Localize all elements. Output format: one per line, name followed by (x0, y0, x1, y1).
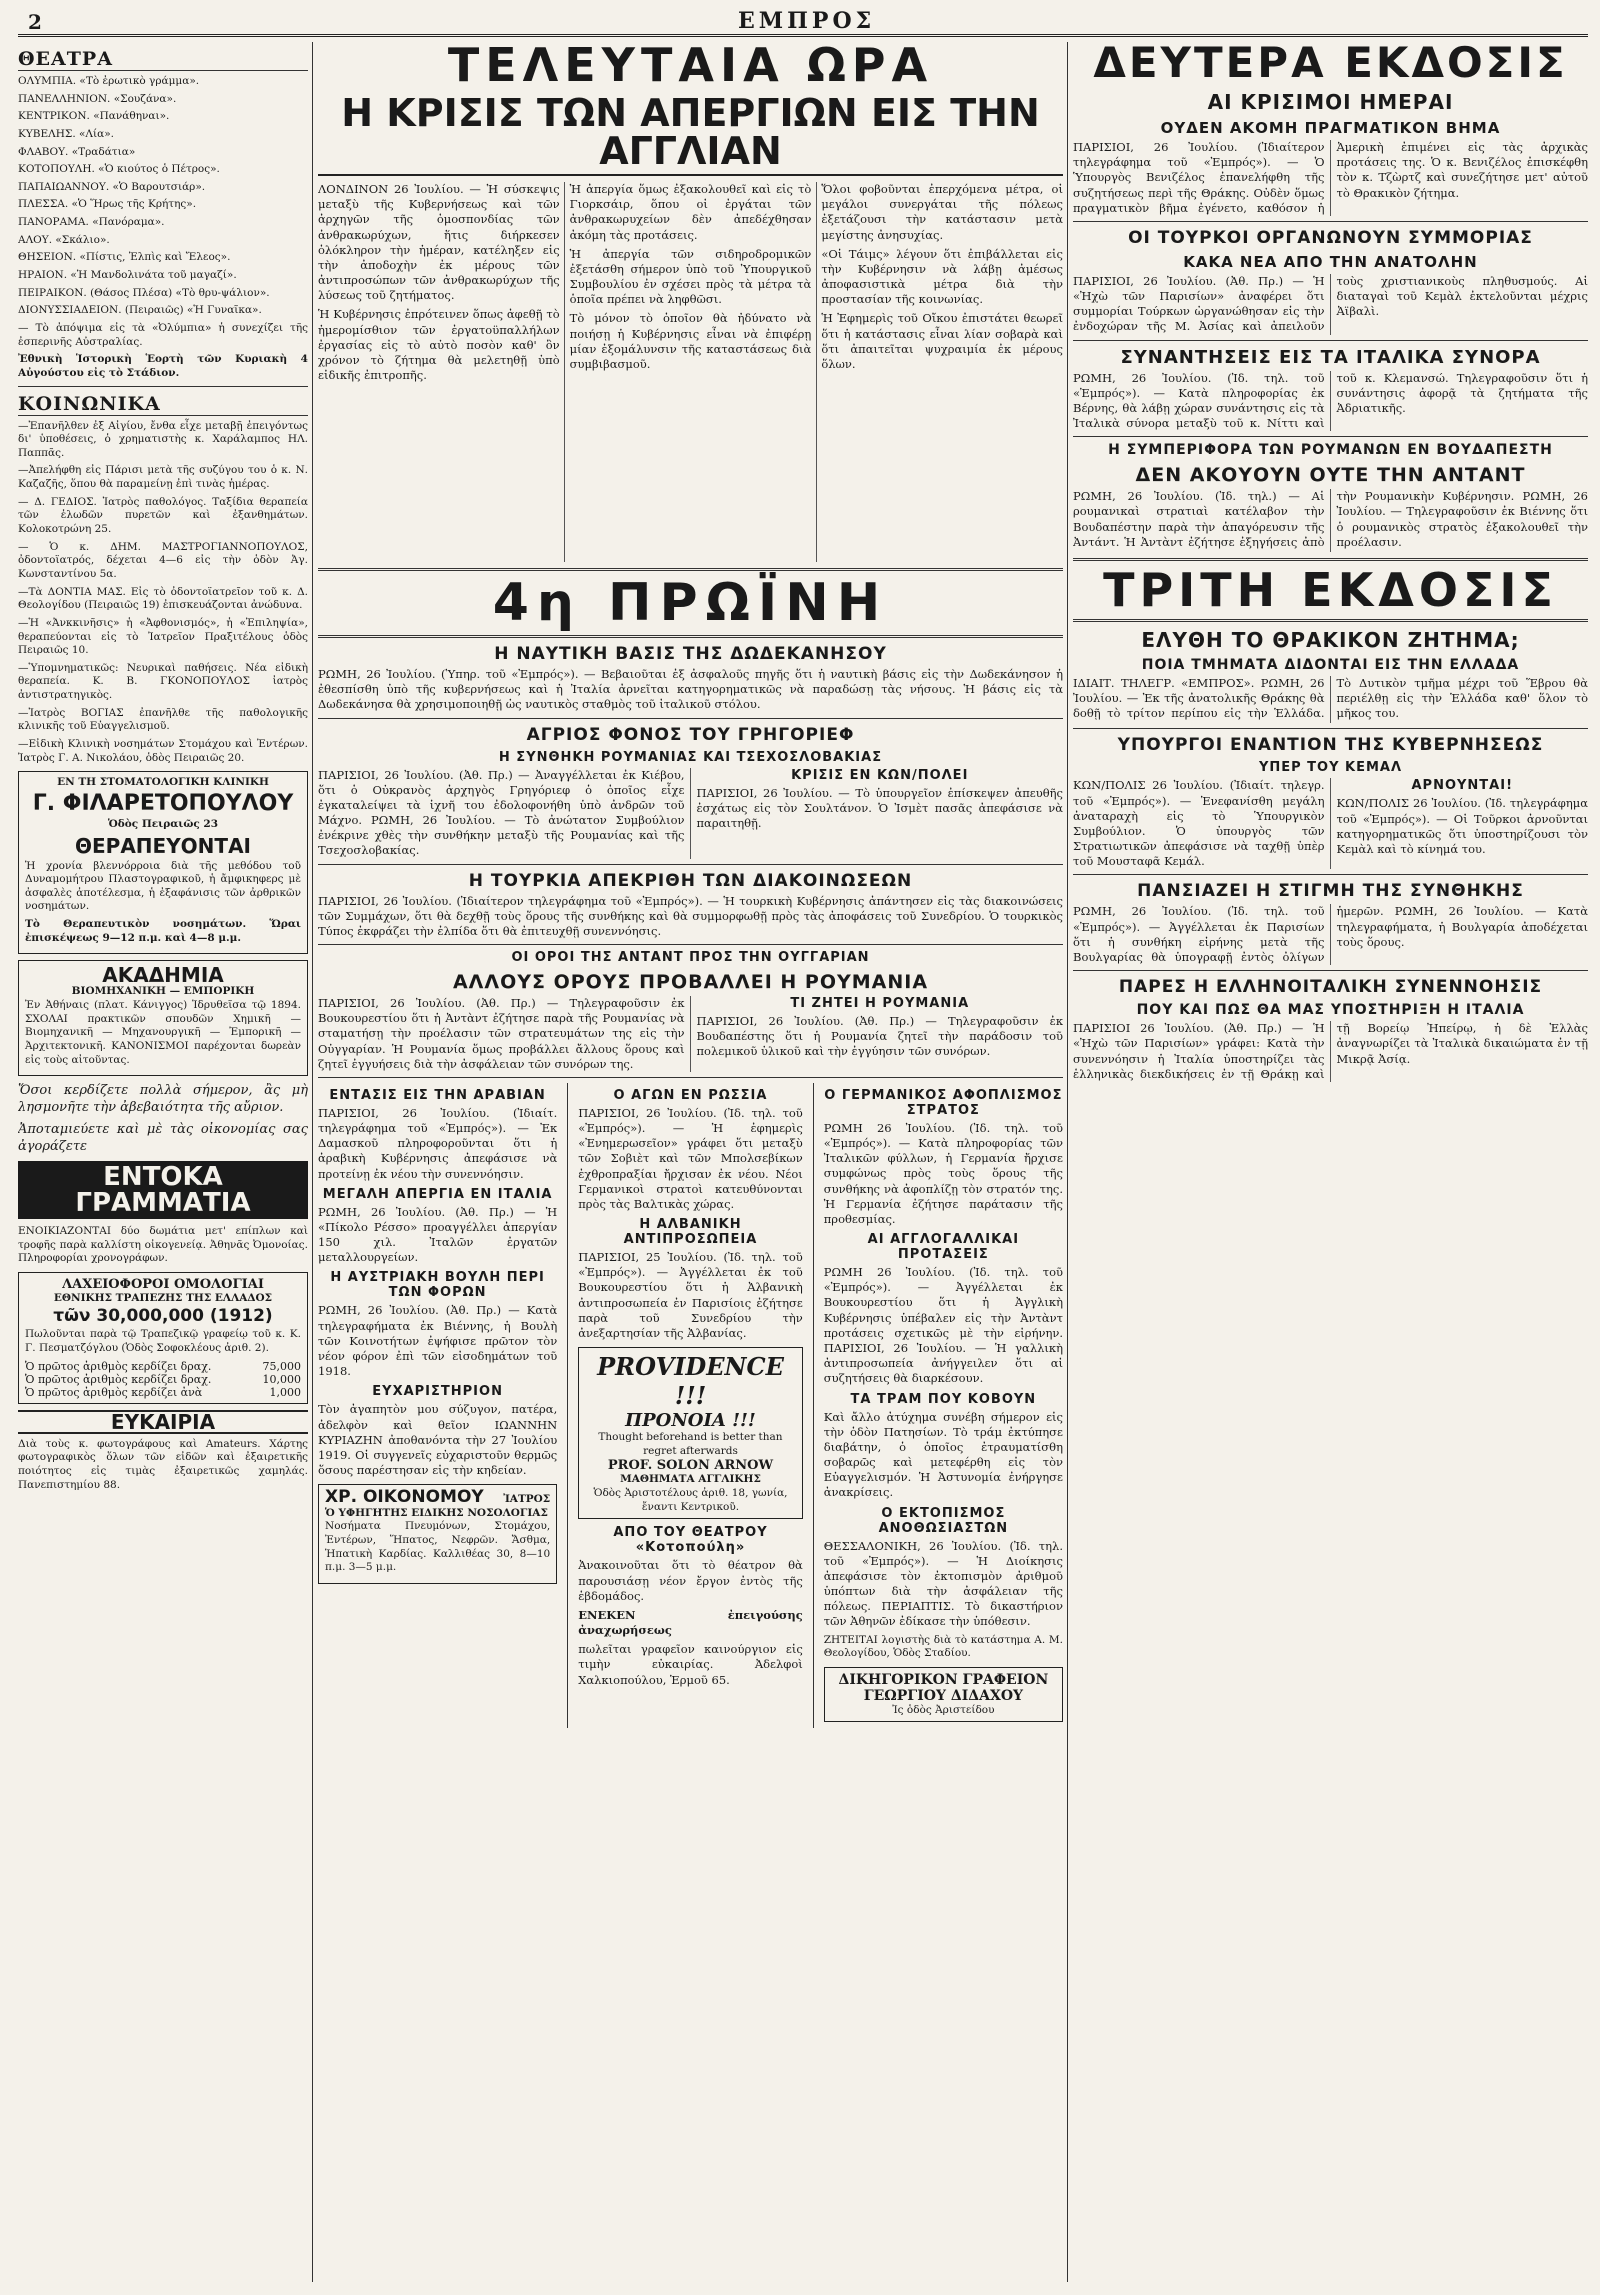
italian-text: ΡΩΜΗ, 26 Ἰουλίου. (Ἰδ. τηλ. τοῦ «Ἐμπρός»). — Κατὰ πληροφορίας ἐκ Βέρνης, θὰ λάβῃ χώραν συνάντησις εἰς τὰ Ἰταλικὰ σύνορα μεταξὺ τοῦ κ. Νίττι καὶ τοῦ κ. Κλεμανσώ. Τηλεγραφοῦσιν ὅτι ἡ συνάντησις ἀφορᾷ τὰ ζητήματα τῆς Ἀδριατικῆς. (1073, 370, 1588, 431)
prize-amount: 10,000 (262, 1372, 301, 1386)
ministers-block (1073, 778, 1588, 869)
doctor-ad (318, 1484, 557, 1584)
crit-block (1073, 140, 1588, 216)
doctor-title: ἸΑΤΡΟΣ (503, 1493, 551, 1506)
list-item: Ἡ ἀπεργία ὅμως ἐξακολουθεῖ καὶ εἰς τὸ Γιορκσάιρ, ὅπου οἱ ἐργάται τῶν ἀνθρακωρυχείων δὲν ἀπεδέχθησαν ἀκόμη τὰς προτάσεις. (569, 182, 812, 242)
second-edition-banner: ΔΕΥΤΕΡΑ ΕΚΔΟΣΙΣ (1093, 42, 1568, 87)
dodecanese-title: Η ΝΑΥΤΙΚΗ ΒΑΣΙΣ ΤΗΣ ΔΩΔΕΚΑΝΗΣΟΥ (494, 644, 887, 664)
list-item: — Ὁ κ. ΔΗΜ. ΜΑΣΤΡΟΓΙΑΝΝΟΠΟΥΛΟΣ, ὀδοντοϊατρός, δέχεται 4—6 εἰς τὴν ὁδὸν Ἀγ. Κωνσταντίνου 5α. (18, 540, 308, 580)
attack-text: ΡΩΜΗ 26 Ἰουλίου. (Ἰδ. τηλ. τοῦ «Ἐμπρός»). — Ἀγγέλλεται ἐκ Βουκουρεστίου ὅτι ἡ Ἀγγλικὴ Κυβέρνησις ὑπέβαλεν εἰς τὴν Ἀντὰντ προτάσεις σχετικῶς μὲ τὴν εἰρήνην. ΠΑΡΙΣΙΟΙ, 26 Ἰουλίου. — Ἡ γαλλικὴ ἀντιπροσωπεία ἀνήγγειλεν ὅτι αἱ συζητήσεις θὰ διαρκέσουν. (823, 1265, 1063, 1386)
prize-label: Ὁ πρῶτος ἀριθμὸς κερδίζει δραχ. (25, 1359, 212, 1373)
conditions-title: ΟΙ ΟΡΟΙ ΤΗΣ ΑΝΤΑΝΤ ΠΡΟΣ ΤΗΝ ΟΥΓΓΑΡΙΑΝ (511, 950, 870, 966)
russia-title: Ο ΑΓΩΝ ΕΝ ΡΩΣΣΙΑ (613, 1087, 768, 1103)
list-item: —Ἐπανῆλθεν ἐξ Αἰγίου, ἔνθα εἶχε μεταβῇ ἐπειγόντως δι' ὑποθέσεις, ὁ χρηματιστὴς κ. Χαράλαμπος ΗΛ. Παππᾶς. (18, 419, 308, 459)
list-item: ΠΕΙΡΑΙΚΟΝ. (Θάσος Πλέσα) «Τὸ θρυ-ψάλιον». (18, 286, 270, 299)
column-rule (312, 42, 313, 2282)
accord-block (1073, 1021, 1588, 1082)
opportunity-text: Διὰ τοὺς κ. φωτογράφους καὶ Amateurs. Χάρτης φωτογραφικὸς ὅλων τῶν εἰδῶν καὶ ἐξαιρετικῆς ποιότητος εἰς τιμὰς ἐξαιρετικῶς χαμηλάς. Πανεπιστημίου 88. (18, 1437, 308, 1491)
wants-title: ΤΙ ΖΗΤΕΙ Η ΡΟΥΜΑΝΙΑ (790, 996, 970, 1012)
germans-title: Ο ΓΕΡΜΑΝΙΚΟΣ ΑΦΟΠΛΙΣΜΟΣ ΣΤΡΑΤΟΣ (824, 1087, 1063, 1118)
italian-title: ΣΥΝΑΝΤΗΣΕΙΣ ΕΙΣ ΤΑ ΙΤΑΛΙΚΑ ΣΥΝΟΡΑ (1120, 346, 1541, 368)
third-edition-banner: ΤΡΙΤΗ ΕΚΔΟΣΙΣ (1103, 562, 1558, 617)
right-column (1073, 42, 1588, 1082)
lawsuit-text: πωλεῖται γραφεῖον καινούργιον εἰς τιμὴν εὐκαιρίας. Ἀδελφοὶ Χαλκιοπούλου, Ἑρμοῦ 65. (578, 1642, 803, 1687)
providence-school: ΜΑΘΗΜΑΤΑ ΑΓΓΛΙΚΗΣ (620, 1473, 761, 1486)
accord-title: ΠΑΡΕΣ Η ΕΛΛΗΝΟΙΤΑΛΙΚΗ ΣΥΝΕΝΝΟΗΣΙΣ (1118, 977, 1543, 998)
clinic-foot: Τὸ Θεραπευτικὸν νοσημάτων. Ὥραι ἐπισκέψεως 9—12 π.μ. καὶ 4—8 μ.μ. (25, 918, 301, 944)
prize-amount: 75,000 (262, 1359, 301, 1373)
table-row (25, 1360, 301, 1373)
albania-text: ΠΑΡΙΣΙΟΙ, 25 Ἰουλίου. (Ἰδ. τηλ. τοῦ «Ἐμπρός»). — Ἀγγέλλεται ἐκ τοῦ Βουκουρεστίου ὅτι ἡ Ἀλβανικὴ ἀντιπροσωπεία ἐν Παρισίοις ἐζήτησε παρὰ τοῦ Συνεδρίου τὴν ἀνεξαρτησίαν τῆς Ἀλβανίας. (578, 1250, 803, 1340)
table-row (25, 1373, 301, 1386)
accord-sub: ΠΟΥ ΚΑΙ ΠΩΣ ΘΑ ΜΑΣ ΥΠΟΣΤΗΡΙΞΗ Η ΙΤΑΛΙΑ (1136, 1002, 1525, 1019)
turks-block (1073, 274, 1588, 335)
newspaper-page (18, 8, 1588, 2286)
list-item: ΠΑΝΕΛΛΗΝΙΟΝ. «Σουζάνα». (18, 92, 177, 105)
treaty-title: Η ΣΥΝΘΗΚΗ ΡΟΥΜΑΝΙΑΣ ΚΑΙ ΤΣΕΧΟΣΛΟΒΑΚΙΑΣ (498, 749, 883, 765)
divider (567, 1083, 568, 1729)
turks-sub: ΚΑΚΑ ΝΕΑ ΑΠΟ ΤΗΝ ΑΝΑΤΟΛΗΝ (1183, 252, 1478, 271)
budapest-title: Η ΣΥΜΠΕΡΙΦΟΡΑ ΤΩΝ ΡΟΥΜΑΝΩΝ ΕΝ ΒΟΥΔΑΠΕΣΤΗ (1108, 442, 1553, 459)
austria-title: Η ΑΥΣΤΡΙΑΚΗ ΒΟΥΛΗ ΠΕΡΙ ΤΩΝ ΦΟΡΩΝ (330, 1270, 545, 1301)
ministers-sub: ΥΠΕΡ ΤΟΥ ΚΕΜΑΛ (1258, 760, 1403, 776)
escape-text: ΘΕΣΣΑΛΟΝΙΚΗ, 26 Ἰουλίου. (Ἰδ. τηλ. τοῦ «Ἐμπρός»). — Ἡ Διοίκησις ἀπεφάσισε τὸν ἐκτοπισμὸν ἀριθμοῦ ὑπόπτων διὰ τὴν ἀσφάλειαν τῆς πόλεως. ΠΕΡΙΑΠΤΙΣ. Τὸ δικαστήριον τῶν Ἀθηνῶν ἐδίκασε τὴν ὑπόθεσιν. (823, 1538, 1063, 1629)
murder-title: ΑΓΡΙΟΣ ΦΟΝΟΣ ΤΟΥ ΓΡΗΓΟΡΙΕΦ (526, 724, 855, 745)
list-item: ΠΛΕΣΣΑ. «Ὁ Ἥρως τῆς Κρήτης». (18, 198, 197, 211)
providence-address: Ὁδὸς Ἀριστοτέλους ἀριθ. 18, γωνία, ἔναντι Κεντρικοῦ. (593, 1487, 788, 1513)
clinic-name: Γ. ΦΙΛΑΡΕΤΟΠΟΥΛΟΥ (32, 790, 294, 816)
lottery-amount: τῶν 30,000,000 (1912) (53, 1306, 273, 1327)
lottery-sub: ΕΘΝΙΚΗΣ ΤΡΑΠΕΖΗΣ ΤΗΣ ΕΛΛΑΔΟΣ (53, 1291, 273, 1304)
italy-strike-title: ΜΕΓΑΛΗ ΑΠΕΡΓΙΑ ΕΝ ΙΤΑΛΙΑ (322, 1186, 553, 1202)
lottery-ad (18, 1272, 308, 1404)
doctor-text: Νοσήματα Πνευμόνων, Στομάχου, Ἐντέρων, Ἥπατος, Νεφρῶν. Ἄσθμα, Ἡπατικὴ Καρδίας. Καλλιθέας 30, 8—10 π.μ. 3—5 μ.μ. (325, 1520, 551, 1574)
list-item: ΚΟΤΟΠΟΥΛΗ. «Ὁ κιούτος ὁ Πέτρος». (18, 163, 220, 176)
list-item: ΚΥΒΕΛΗΣ. «Λία». (18, 127, 114, 140)
pause-block (1073, 904, 1588, 965)
last-hour-banner: ΤΕΛΕΥΤΑΙΑ ΩΡΑ (447, 42, 934, 92)
lottery-text: Πωλοῦνται παρὰ τῷ Τραπεζικῷ γραφείῳ τοῦ κ. Κ. Γ. Πεσματζόγλου (Ὁδὸς Σοφοκλέους ἀριθ. 2). (25, 1328, 301, 1355)
lower-center-col2 (578, 1083, 803, 1729)
academy-text: Ἐν Ἀθήναις (πλατ. Κάνιγγος) Ἱδρυθεῖσα τῷ 1894. ΣΧΟΛΑΙ πρακτικῶν σπουδῶν Χημικῆ — Βιομηχανικῆ — Μηχανουργικῆ — Ἐμπορικῆ — Ἀρχιτεκτονικῆ. ΚΑΝΟΝΙΣΜΟΙ παρέχονται δωρεὰν εἰς τοὺς αἰτοῦντας. (25, 999, 301, 1066)
list-item: ΦΛΑΒΟΥ. «Τραδάτια» (18, 145, 136, 158)
russia-text: ΠΑΡΙΣΙΟΙ, 26 Ἰουλίου. (Ἰδ. τηλ. τοῦ «Ἐμπρός»). — Ἡ ἐφημερὶς «Ἐνημερωσεῖον» γράφει ὅτι μεταξὺ τῶν Σοβιὲτ καὶ τῶν Μπολσεβίκων ἐχθροπραξίαι ἤρχισαν ἐκ νέου. Νέοι Γερμανικοὶ στρατοὶ κατευθύνονται πρὸς τὰς Βαλτικὰς χώρας. (578, 1105, 803, 1211)
law-office-heading: ΔΙΚΗΓΟΡΙΚΟΝ ΓΡΑΦΕΙΟΝ (838, 1671, 1049, 1688)
budapest-block (1073, 489, 1588, 552)
rumania-title: ΑΛΛΟΥΣ ΟΡΟΥΣ ΠΡΟΒΑΛΛΕΙ Η ΡΟΥΜΑΝΙΑ (452, 971, 929, 994)
center-column (318, 42, 1063, 1728)
crit-title: ΑΙ ΚΡΙΣΙΜΟΙ ΗΜΕΡΑΙ (1207, 90, 1454, 114)
providence-name: PROF. SOLON ARNOW (607, 1458, 774, 1474)
table-row (25, 1386, 301, 1399)
providence-greek: ΠΡΟΝΟΙΑ !!! (625, 1410, 756, 1432)
list-item: ΗΡΑΙΟΝ. «Ἡ Μανδολινάτα τοῦ μαγαζί». (18, 269, 237, 282)
page-number: 2 (28, 10, 42, 34)
list-item: Τὸ μόνον τὸ ὁποῖον θὰ ἠδύνατο νὰ ποιήσῃ ἡ Κυβέρνησις εἶναι νὰ ἐπιφέρῃ μίαν ἐξομάλυνσιν τῆς καταστάσεως διὰ συμβιβασμοῦ. (569, 311, 812, 371)
list-item: —Εἰδικὴ Κλινικὴ νοσημάτων Στομάχου καὶ Ἐντέρων. Ἰατρὸς Γ. Α. Νικολάου, ὁδὸς Πειραιῶς 20. (18, 737, 308, 764)
buy-text: Ἀποταμιεύετε καὶ μὲ τὰς οἰκονομίας σας ἀγοράζετε (18, 1121, 308, 1154)
lead-article (318, 182, 1063, 562)
providence-text: Thought beforehand is better than regret afterwards (598, 1431, 783, 1457)
italian-block (1073, 371, 1588, 432)
turkey-title: Η ΤΟΥΡΚΙΑ ΑΠΕΚΡΙΘΗ ΤΩΝ ΔΙΑΚΟΙΝΩΣΕΩΝ (468, 870, 913, 891)
list-item: —Ἀπελήφθη εἰς Πάρισι μετὰ τῆς συζύγου του ὁ κ. Ν. Καζαζῆς, ὅπου θὰ παραμείνῃ ἐπὶ τινὰς ἡμέρας. (18, 464, 308, 491)
providence-ad (578, 1347, 803, 1519)
turks-title: ΟΙ ΤΟΥΡΚΟΙ ΟΡΓΑΝΩΝΟΥΝ ΣΥΜΜΟΡΙΑΣ (1128, 227, 1533, 248)
list-item: Ὅλοι φοβοῦνται ἐπερχόμενα μέτρα, οἱ μεγάλοι συνεργάται τῆς πόλεως ἐξετάζουσι τὴν κατάστασιν μετὰ μεγίστης ἀνησυχίας. (821, 182, 1063, 242)
lower-center-col1 (318, 1083, 557, 1729)
thrace-sub: ΠΟΙΑ ΤΜΗΜΑΤΑ ΔΙΔΟΝΤΑΙ ΕΙΣ ΤΗΝ ΕΛΛΑΔΑ (1141, 656, 1520, 673)
list-item: ΘΗΣΕΙΟΝ. «Πίστις, Ἐλπὶς καὶ Ἔλεος». (18, 251, 231, 264)
theatre-ad-text: Ἀνακοινοῦται ὅτι τὸ θέατρον θὰ παρουσιάσῃ νέον ἔργον ἐντὸς τῆς ἑβδομάδος. (578, 1558, 803, 1603)
italy-strike-text: ΡΩΜΗ, 26 Ἰουλίου. (Ἀθ. Πρ.) — Ἡ «Πίκολο Ρέσσο» προαγγέλλει ἀπεργίαν 150 χιλ. Ἰταλῶν ἐργατῶν μεταλλουργείων. (318, 1204, 558, 1265)
social-list (18, 420, 308, 766)
list-item: —Ἰατρὸς ΒΟΓΙΑΣ ἐπανῆλθε τῆς παθολογικῆς κλινικῆς τοῦ Εὐαγγελισμοῦ. (18, 706, 308, 733)
fourth-edition-banner: 4η ΠΡΩΪΝΗ (492, 573, 889, 633)
crisis-text: ΠΑΡΙΣΙΟΙ, 26 Ἰουλίου. — Τὸ ὑπουργεῖον ἐπίσκεψεν ἀπευθῆς ἐσχάτως εἰς τὸν Σουλτάνον. Ὁ Ἰσμὲτ πασᾶς ἀπεφάσισε νὰ παραιτηθῇ. (696, 785, 1063, 830)
turks-text: ΠΑΡΙΣΙΟΙ, 26 Ἰουλίου. (Ἀθ. Πρ.) — Ἡ «Ἠχὼ τῶν Παρισίων» ἀναφέρει ὅτι συμμορίαι Τούρκων ὠργανώθησαν εἰς τὴν ἐνδοχώραν τῆς Μ. Ἀσίας καὶ ἀπειλοῦν τοὺς χριστιανικοὺς πληθυσμούς. Αἱ διαταγαὶ τοῦ Κεμὰλ ἐκτελοῦνται μέχρις Ἀϊβαλὶ. (1073, 273, 1588, 334)
turkey-text: ΠΑΡΙΣΙΟΙ, 26 Ἰουλίου. (Ἰδιαίτερον τηλεγράφημα τοῦ «Ἐμπρός»). — Ἡ τουρκικὴ Κυβέρνησις ἀπάντησεν εἰς τὰς διακοινώσεις τῶν Συμμάχων, ὅτι θὰ δεχθῇ τοὺς ὅρους τῆς συνθήκης καὶ θὰ συμμορφωθῇ πρὸς τὰς ἀποφάσεις τοῦ Συνεδρίου. Ὁ τουρκικὸς Τύπος ἐκφράζει τὴν ἐλπίδα ὅτι θὰ ἐπιτευχθῇ συνεννόησις. (318, 893, 1063, 938)
academy-ad (18, 960, 308, 1076)
masthead (18, 8, 1588, 37)
doctor-name: ΧΡ. ΟΙΚΟΝΟΜΟΥ (325, 1487, 484, 1508)
thrace-title: ΕΛΥΘΗ ΤΟ ΘΡΑΚΙΚΟΝ ΖΗΤΗΜΑ; (1141, 627, 1520, 652)
law-office-address: Ἰς ὁδὸς Ἀριστείδου (892, 1703, 995, 1716)
rent-text: ΕΝΟΙΚΙΑΖΟΝΤΑΙ δύο δωμάτια μετ' επίπλων καὶ τροφῆς παρὰ καλλίστη οἰκογενείᾳ. Ἀθηνᾶς Ὀμονοίας. Πληροφορίαι χρονογράφων. (18, 1224, 308, 1265)
lower-center-col3 (824, 1083, 1063, 1729)
rumania-text: ΠΑΡΙΣΙΟΙ, 26 Ἰουλίου. (Ἀθ. Πρ.) — Τηλεγραφοῦσιν ἐκ Βουκουρεστίου ὅτι ἡ Ἀντὰντ ἐζήτησε παρὰ τῆς Ρουμανίας νὰ σταματήσῃ τὴν προέλασιν τῶν στρατευμάτων της εἰς τὴν Οὐγγαρίαν. Ἡ Ρουμανία ὅμως προβάλλει ἄλλους ὅρους καὶ ζητεῖ ἐγγυήσεις διὰ τὴν ἀσφάλειαν τῶν συνόρων της. (318, 996, 685, 1071)
germans-text: ΡΩΜΗ 26 Ἰουλίου. (Ἰδ. τηλ. τοῦ «Ἐμπρός»). — Κατὰ πληροφορίας τῶν Ἰταλικῶν φύλλων, ἡ Γερμανία ἤρχισε συμφώνως πρὸς τοὺς ὅρους τῆς συνθήκης νὰ ἀφοπλίζῃ τὸν στρατόν της. Ἡ Γερμανία ἐζήτησε παράτασιν τῆς προθεσμίας. (823, 1120, 1063, 1226)
escape-title: Ο ΕΚΤΟΠΙΣΜΟΣ ΑΝΟΘΩΣΙΑΣΤΩΝ (878, 1505, 1009, 1536)
crit-sub: ΟΥΔΕΝ ΑΚΟΜΗ ΠΡΑΓΜΑΤΙΚΟΝ ΒΗΜΑ (1160, 119, 1501, 137)
clinic-heading: ΕΝ ΤΗ ΣΤΟΜΑΤΟΛΟΓΙΚΗ ΚΛΙΝΙΚΗ (57, 776, 269, 789)
deny-title: ΑΡΝΟΥΝΤΑΙ! (1411, 778, 1513, 794)
arabs-title: ΕΝΤΑΣΙΣ ΕΙΣ ΤΗΝ ΑΡΑΒΙΑΝ (329, 1087, 546, 1103)
pause-text: ΡΩΜΗ, 26 Ἰουλίου. (Ἰδ. τηλ. τοῦ «Ἐμπρός»). — Ἀγγέλλεται ἐκ Παρισίων ὅτι ἡ συνθήκη εἰρήνης μετὰ τῆς Βουλγαρίας θὰ ὑπογραφῇ ἐντὸς ὀλίγων ἡμερῶν. ΡΩΜΗ, 26 Ἰουλίου. — Κατὰ τηλεγραφήματα, ἡ Βουλγαρία ἀποδέχεται τοὺς ὅρους. (1073, 904, 1588, 964)
rumania-block (318, 996, 1063, 1072)
list-item: —Τὰ ΔΟΝΤΙΑ ΜΑΣ. Εἰς τὸ ὀδοντοϊατρεῖον τοῦ κ. Δ. Θεολογίδου (Πειραιῶς 19) ἐπισκευάζονται ἀνώδυνα. (18, 585, 308, 612)
tram-title: ΤΑ ΤΡΑΜ ΠΟΥ ΚΟΒΟΥΝ (850, 1391, 1037, 1407)
theatre-ad-heading: ΑΠΟ ΤΟΥ ΘΕΑΤΡΟΥ «Κοτοπούλη» (613, 1525, 768, 1556)
lottery-heading: ΛΑΧΕΙΟΦΟΡΟΙ ΟΜΟΛΟΓΙΑΙ (62, 1276, 264, 1292)
clinic-ad (18, 771, 308, 954)
list-item: ΔΙΟΝΥΣΣΙΑΔΕΙΟΝ. (Πειραιῶς) «Ἡ Γυναῖκα». (18, 304, 262, 317)
lawsuit-heading: ΕΝΕΚΕΝ ἐπειγούσης ἀναχωρήσεως (578, 1607, 803, 1638)
divider (813, 1083, 814, 1729)
prize-label: Ὁ πρῶτος ἀριθμὸς κερδίζει δραχ. (25, 1372, 212, 1386)
column-rule (1067, 42, 1068, 2282)
list-item: —Ἡ «Ἀνκκινῆσις» ἡ «Ἀφθονισμός», ἡ «Ἐπιληψία», θεραπεύονται εἰς τὸ Ἰατρεῖον Πραξιτέλους ὁδὸς Πειραιῶς 10. (18, 616, 308, 657)
list-item: ΑΛΟΥ. «Σκάλιο». (18, 233, 110, 246)
thrace-block (1073, 676, 1588, 724)
doctor-sub: Ὁ ΥΦΗΓΗΤΗΣ ΕΙΔΙΚΗΣ ΝΟΣΟΛΟΓΙΑΣ (325, 1506, 548, 1519)
dodecanese-text: ΡΩΜΗ, 26 Ἰουλίου. (Ὑπηρ. τοῦ «Ἐμπρός»). — Βεβαιοῦται ἐξ ἀσφαλοῦς πηγῆς ὅτι ἡ ναυτικὴ βάσις εἰς τὴν Δωδεκάνησον ἡ ἐθεσπίσθη ὑπὸ τῆς κυβερνήσεως καὶ ἡ Ἰταλία ἀρνεῖται κατηγορηματικῶς νὰ παραδώσῃ τὰς νήσους. Ἡ βάσις εἰς τὰ Δωδεκάνησα θὰ χρησιμοποιηθῇ ὡς ναυτικὸς σταθμὸς τοῦ ἰταλικοῦ στόλου. (318, 667, 1063, 712)
clinic-banner: ΘΕΡΑΠΕΥΟΝΤΑΙ (75, 833, 251, 858)
arabs-text: ΠΑΡΙΣΙΟΙ, 26 Ἰουλίου. (Ἰδιαίτ. τηλεγράφημα τοῦ «Ἐμπρός»). — Ἐκ Δαμασκοῦ πληροφοροῦνται ὅτι ἡ ἀραβικὴ Κυβέρνησις ἀπεφάσισε νὰ προτείνῃ ἐκ νέου τὴν συνεννόησιν. (318, 1105, 558, 1181)
prize-amount: 1,000 (269, 1385, 301, 1399)
accord-text: ΠΑΡΙΣΙΟΙ 26 Ἰουλίου. (Ἀθ. Πρ.) — Ἡ «Ἠχὼ τῶν Παρισίων» γράφει: Κατὰ τὴν συνεννόησιν ἡ Ἰταλία ὑποστηρίζει τὰς ἑλληνικὰς διεκδικήσεις ἐν τῇ Θράκῃ καὶ τῇ Βορείῳ Ἠπείρῳ, ἡ δὲ Ἑλλὰς ἀναγνωρίζει τὰ Ἰταλικὰ δικαιώματα ἐν τῇ Μικρᾷ Ἀσίᾳ. (1073, 1021, 1588, 1081)
list-item: Ἡ Ἐφημερὶς τοῦ Οἴκου ἐπιστάτει θεωρεῖ ὅτι ἡ κατάστασις εἶναι λίαν σοβαρὰ καὶ ὅτι ἀπαιτεῖται ψυχραιμία ἐκ μέρους ὅλων. (821, 311, 1063, 371)
academy-heading: ΑΚΑΔΗΜΙΑ (102, 963, 224, 988)
treaty-text: ΠΑΡΙΣΙΟΙ, 26 Ἰουλίου. (Ἀθ. Πρ.) — Ἀναγγέλλεται ἐκ Κιέβου, ὅτι ὁ Οὐκρανὸς ἀρχηγὸς Γρηγόριεφ ὁ ὁποῖος εἶχε ἐγκαταλείψει τὰ ἰχνῆ του ἐδολοφονήθη ὑπὸ ἀνδρῶν τοῦ Μάχνο. ΡΩΜΗ, 26 Ἰουλίου. — Τὸ ἀνώτατον Συμβούλιον ἐνέκρινε χθὲς τὴν συνθήκην μεταξὺ τῆς Ρουμανίας καὶ τῆς Τσεχοσλοβακίας. (318, 767, 685, 858)
clinic-address: Ὁδὸς Πειραιῶς 23 (107, 817, 219, 830)
law-office-name: ΓΕΩΡΓΙΟΥ ΔΙΔΑΧΟΥ (863, 1687, 1024, 1704)
clinic-text: Ἡ χρονία βλεννόρροια διὰ τῆς μεθόδου τοῦ Δυναμομήτρου Πλαστογραφικοῦ, ἡ ἄμφικηφερς μὲ ἀσφαλὲς ἀποτέλεσμα, ἡ ἐξαφάνισις τῶν ἀρθρικῶν νοσημάτων. (25, 859, 301, 913)
attack-title: ΑΙ ΑΓΓΛΟΓΑΛΛΙΚΑΙ ΠΡΟΤΑΣΕΙΣ (867, 1232, 1020, 1263)
crisis-title: ΚΡΙΣΙΣ ΕΝ ΚΩΝ/ΠΟΛΕΙ (791, 767, 969, 783)
list-item: Ἡ ἀπεργία τῶν σιδηροδρομικῶν ἐξετάσθη σήμερον ὑπὸ τοῦ Ὑπουργικοῦ Συμβουλίου ἐν σχέσει πρὸς τὰ μέτρα τὰ ὁποῖα πρέπει νὰ ληφθῶσι. (569, 246, 812, 307)
thanks-text: Τὸν ἀγαπητὸν μου σύζυγον, πατέρα, ἀδελφὸν καὶ θεῖον ΙΩΑΝΝΗΝ ΚΥΡΙΑΖΗΝ ἀποθανόντα τὴν 27 Ἰουλίου 1919. Οἱ συγγενεῖς εὐχαριστοῦν θερμῶς ὅσους παρέστησαν εἰς τὴν κηδείαν. (318, 1402, 558, 1478)
lower-center (318, 1083, 1063, 1729)
thanks-heading: ΕΥΧΑΡΙΣΤΗΡΙΟΝ (372, 1384, 503, 1400)
theatre-note: — Τὸ ἀπόψιμα εἰς τὰ «Ὀλύμπια» ἡ συνεχίζει τῆς ἐσπερινῆς Αὐστραλίας. (18, 321, 308, 348)
deny-text: ΚΩΝ/ΠΟΛΙΣ 26 Ἰουλίου. (Ἰδ. τηλεγράφημα τοῦ «Ἐμπρός»). — Οἱ Τοῦρκοι ἀρνοῦνται κατηγορηματικῶς ὅτι ὑποστηρίζουσι τὸν Κεμὰλ καὶ τὸ κίνημά του. (1336, 796, 1588, 856)
pause-title: ΠΑΝΣΙΑΖΕΙ Η ΣΤΙΓΜΗ ΤΗΣ ΣΥΝΘΗΚΗΣ (1137, 881, 1524, 902)
main-headline: Η ΚΡΙΣΙΣ ΤΩΝ ΑΠΕΡΓΙΩΝ ΕΙΣ ΤΗΝ ΑΓΓΛΙΑΝ (318, 94, 1063, 176)
ministers-title: ΥΠΟΥΡΓΟΙ ΕΝΑΝΤΙΟΝ ΤΗΣ ΚΥΒΕΡΝΗΣΕΩΣ (1117, 735, 1544, 756)
wants-text: ΠΑΡΙΣΙΟΙ, 26 Ἰουλίου. (Ἀθ. Πρ.) — Τηλεγραφοῦσιν ἐκ Βουδαπέστης ὅτι ἡ Ρουμανία ζητεῖ τὴν παράδοσιν τοῦ πολεμικοῦ ὑλικοῦ καὶ τὴν ἐγγύησιν τῶν συνόρων. (696, 1014, 1063, 1059)
search-ad: ΖΗΤΕΙΤΑΙ λογιστὴς διὰ τὸ κατάστημα Α. Μ. Θεολογίδου, Ὁδὸς Σταδίου. (823, 1633, 1063, 1660)
academy-sub: ΒΙΟΜΗΧΑΝΙΚΗ — ΕΜΠΟΡΙΚΗ (71, 985, 255, 998)
opportunity-heading: ΕΥΚΑΙΡΙΑ (18, 1410, 308, 1434)
list-item: ΚΕΝΤΡΙΚΟΝ. «Πανάθηναι». (18, 110, 170, 123)
paper-name: ΕΜΠΡΟΣ (738, 8, 876, 34)
list-item: —Ὑπομνηματικῶς: Νευρικαὶ παθήσεις. Νέα εἰδικὴ θεραπεία. Κ. Β. ΓΚΟΝΟΠΟΥΛΟΣ ἰατρὸς ἀντιστρατηγικὸς. (18, 661, 308, 702)
social-heading: ΚΟΙΝΩΝΙΚΑ (18, 393, 308, 416)
list-item: ΠΑΠΑΙΩΑΝΝΟΥ. «Ὁ Βαρουτσιάρ». (18, 180, 206, 193)
albania-title: Η ΑΛΒΑΝΙΚΗ ΑΝΤΙΠΡΟΣΩΠΕΙΑ (623, 1217, 758, 1248)
list-item: — Δ. ΓΕΔΙΟΣ. Ἰατρὸς παθολόγος. Ταξίδια θεραπεία τῶν ἑλωδῶν πυρετῶν καὶ ἐξανθημάτων. Κολοκοτρώνη 25. (18, 495, 308, 536)
left-column (18, 42, 308, 1496)
theatres-list (18, 75, 308, 318)
treaty-block (318, 768, 1063, 859)
list-item: ΛΟΝΔΙΝΟΝ 26 Ἰουλίου. — Ἡ σύσκεψις μεταξὺ τῆς Κυβερνήσεως καὶ τῶν ἀρχηγῶν τῆς ὁμοσπονδίας τῶν ἀνθρακωρύχων, ἥτις διήρκεσεν ὁλόκληρον τὴν ἡμέραν, κατέληξεν εἰς τὴν ἀποδοχὴν ἐκ μέρους τῶν ἀντιπροσώπων τῶν ἀνθρακωρύχων τῆς λύσεως τοῦ ζητήματος. (318, 182, 560, 303)
theatres-heading: ΘΕΑΤΡΑ (18, 48, 308, 71)
list-item: ΠΑΝΟΡΑΜΑ. «Πανόραμα». (18, 216, 165, 229)
austria-text: ΡΩΜΗ, 26 Ἰουλίου. (Ἀθ. Πρ.) — Κατὰ τηλεγραφήματα ἐκ Βιέννης, ἡ Βουλὴ τῶν Κοινοτήτων ἐψήφισε πρῶτον τὸν νέον φόρον ἐπὶ τῶν εἰσοδημάτων τοῦ 1918. (318, 1303, 558, 1379)
budapest-sub: ΔΕΝ ΑΚΟΥΟΥΝ ΟΥΤΕ ΤΗΝ ΑΝΤΑΝΤ (1135, 464, 1526, 487)
providence-heading: PROVIDENCE !!! (597, 1352, 784, 1411)
lottery-table (25, 1360, 301, 1399)
earn-text: Ὅσοι κερδίζετε πολλὰ σήμερον, ἂς μὴ λησμονῆτε τὴν ἀβεβαιότητα τῆς αὔριον. (18, 1083, 308, 1116)
tram-text: Καὶ ἄλλο ἀτύχημα συνέβη σήμερον εἰς τὴν ὁδὸν Πατησίων. Τὸ τράμ ἐκτύπησε διαβάτην, ὁ ὁποῖος ἐτραυματίσθη σοβαρῶς καὶ μετεφέρθη εἰς τὸν Εὐαγγελισμόν. Ἡ Ἀστυνομία ἐνήργησε ἀνακρίσεις. (823, 1409, 1063, 1500)
ministers-text: ΚΩΝ/ΠΟΛΙΣ 26 Ἰουλίου. (Ἰδιαίτ. τηλεγρ. τοῦ «Ἐμπρός»). — Ἐνεφανίσθη μεγάλη ἀναταραχὴ εἰς τὸ Ὑπουργικὸν Συμβούλιον. Ὁ ὑπουργὸς τῶν Στρατιωτικῶν ἀπεφάσισε νὰ ταχθῇ ὑπὲρ τοῦ Μουσταφᾶ Κεμάλ. (1073, 778, 1325, 869)
thrace-text: ΙΔΙΑΙΤ. ΤΗΛΕΓΡ. «ΕΜΠΡΟΣ». ΡΩΜΗ, 26 Ἰουλίου. — Ἐκ τῆς ἀνατολικῆς Θράκης θὰ δοθῇ τὸ τρίτον περίπου εἰς τὴν Ἑλλάδα. Τὸ Δυτικὸν τμῆμα μέχρι τοῦ Ἕβρου θὰ περιέλθῃ εἰς τὴν Ἑλλάδα καθ' ὅλον τὸ μῆκος του. (1073, 675, 1588, 721)
law-office-ad (824, 1667, 1063, 1723)
list-item: Ἡ Κυβέρνησις ἐπρότεινεν ὅπως ἀφεθῇ τὸ ἡμερομίσθιον τῶν ἐργατοϋπαλλήλων ἐργασίας εἰς τὸ αὐτὸ ποσὸν καθ' ὃν χρόνον τὸ ζήτημα θὰ μελετηθῇ ὑπὸ εἰδικῆς ἐπιτροπῆς. (318, 307, 560, 383)
list-item: ΟΛΥΜΠΙΑ. «Τὸ ἐρωτικὸ γράμμα». (18, 75, 200, 87)
prize-label: Ὁ πρῶτος ἀριθμὸς κερδίζει ἀνὰ (25, 1385, 203, 1399)
budapest-text: ΡΩΜΗ, 26 Ἰουλίου. (Ἰδ. τηλ.) — Αἱ ρουμανικαὶ στρατιαὶ κατέλαβον τὴν Βουδαπέστην παρὰ τὴν ἀπαγόρευσιν τῆς Ἀντάντ. Ἡ Ἀντὰντ ἐζήτησε ἐξηγήσεις ἀπὸ τὴν Ρουμανικὴν Κυβέρνησιν. ΡΩΜΗ, 26 Ἰουλίου. — Τηλεγραφοῦσιν ἐκ Βιέννης ὅτι ὁ ρουμανικὸς στρατὸς ἐξακολουθεῖ τὴν προέλασιν. (1073, 489, 1588, 549)
list-item: «Οἱ Τάιμς» λέγουν ὅτι ἐπιβάλλεται εἰς τὴν Κυβέρνησιν νὰ λάβῃ ἀμέσως ἀποφασιστικὰ μέτρα διὰ τὴν προστασίαν τῆς κοινωνίας. (821, 246, 1063, 307)
crit-text: ΠΑΡΙΣΙΟΙ, 26 Ἰουλίου. (Ἰδιαίτερον τηλεγράφημα τοῦ «Ἐμπρός»). — Ὁ Ὑπουργὸς Βενιζέλος ἐπανελήφθη τῆς συζητήσεως περὶ τῆς Θράκης. Οὐδὲν ὅμως πραγματικὸν βῆμα ἐγένετο, καθόσον ἡ Ἀμερικὴ ἐπιμένει εἰς τὰς ἀρχικὰς προτάσεις της. Ὁ κ. Βενιζέλος ἐπισκέφθη τὸν κ. Τζὼρτζ καὶ συνεζήτησε μετ' αὐτοῦ τὸ Θρακικὸν ζήτημα. (1073, 140, 1588, 215)
bonds-banner: ΕΝΤΟΚΑ ΓΡΑΜΜΑΤΙΑ (18, 1161, 308, 1219)
stadium-note: Ἐθνικὴ Ἱστορικὴ Ἑορτὴ τῶν Κυριακὴ 4 Αὐγούστου εἰς τὸ Στάδιον. (18, 353, 308, 379)
